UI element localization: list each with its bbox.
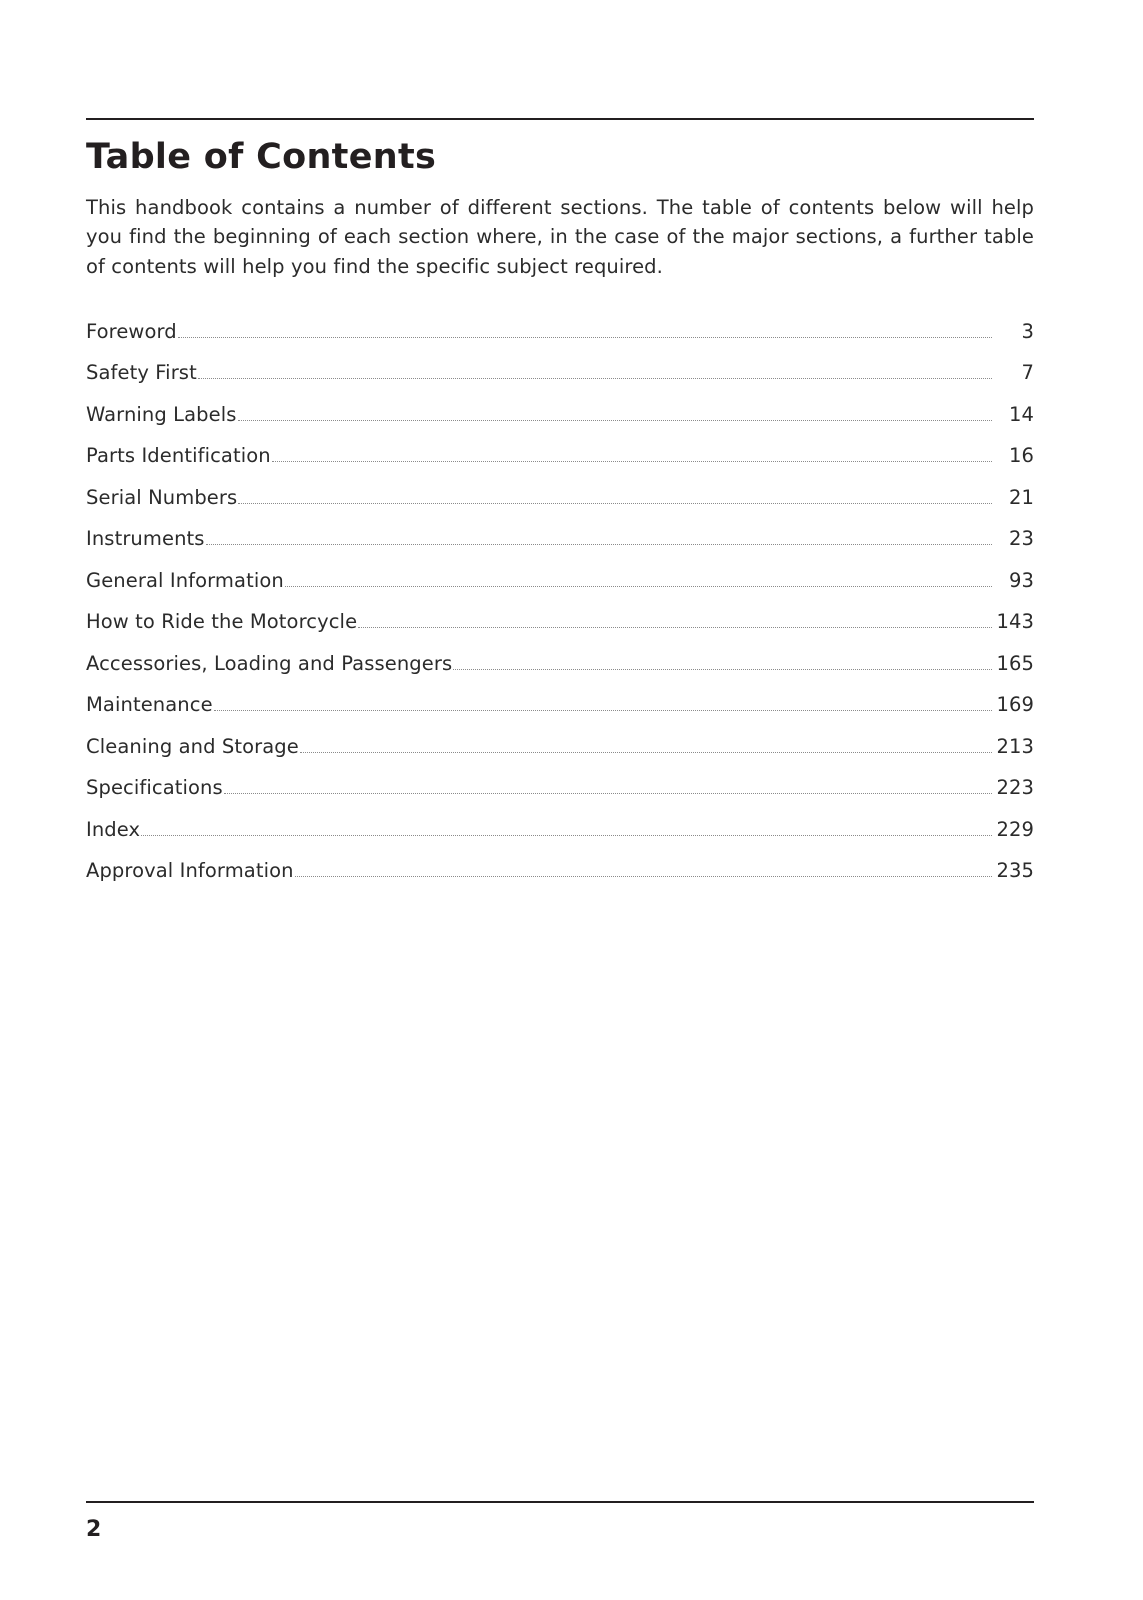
toc-entry-label: Specifications <box>86 776 223 800</box>
list-item[interactable] <box>86 529 1034 550</box>
toc-entry-page: 93 <box>1008 568 1034 592</box>
header-divider <box>86 118 1034 120</box>
list-item[interactable] <box>86 861 1034 882</box>
toc-leader-dots <box>295 875 992 877</box>
toc-entry-page: 213 <box>996 734 1034 758</box>
list-item[interactable] <box>86 485 1034 509</box>
toc-leader-dots <box>214 709 992 711</box>
toc-entry-page: 169 <box>996 693 1034 717</box>
toc-entry-page: 3 <box>1021 319 1034 343</box>
toc-entry-page: 7 <box>1021 361 1034 385</box>
list-item[interactable] <box>86 695 1034 716</box>
toc-entry-page: 16 <box>1008 444 1034 468</box>
toc-leader-dots <box>300 751 992 753</box>
page-number: 2 <box>86 1517 102 1542</box>
toc-entry-label: Instruments <box>86 527 205 551</box>
toc-entry-label: Foreword <box>86 319 177 343</box>
toc-entry-label: Approval Information <box>86 859 294 883</box>
toc-entry-page: 14 <box>1008 402 1034 426</box>
toc-entry-label: Warning Labels <box>86 402 237 426</box>
toc-entry-label: Maintenance <box>86 693 213 717</box>
page-title: Table of Contents <box>86 137 437 177</box>
toc-leader-dots <box>358 626 992 628</box>
list-item[interactable] <box>86 817 1034 841</box>
list-item[interactable] <box>86 568 1034 592</box>
toc-leader-dots <box>224 792 992 794</box>
toc-entry-label: Safety First <box>86 361 197 385</box>
toc-entry-page: 21 <box>1008 485 1034 509</box>
list-item[interactable] <box>86 446 1034 467</box>
toc-entry-label: General Information <box>86 568 284 592</box>
toc-entry-label: How to Ride the Motorcycle <box>86 610 358 634</box>
toc-entry-label: Serial Numbers <box>86 485 238 509</box>
toc-leader-dots <box>206 543 992 545</box>
list-item[interactable] <box>86 319 1034 343</box>
toc-leader-dots <box>141 834 992 836</box>
toc-entry-page: 223 <box>996 776 1034 800</box>
toc-entry-label: Parts Identification <box>86 444 271 468</box>
toc-leader-dots <box>453 668 992 670</box>
toc-entry-label: Index <box>86 817 141 841</box>
toc-entry-label: Cleaning and Storage <box>86 734 299 758</box>
toc-entry-page: 165 <box>996 651 1034 675</box>
list-item[interactable] <box>86 363 1034 384</box>
list-item[interactable] <box>86 402 1034 426</box>
toc-entry-page: 229 <box>996 817 1034 841</box>
toc-entry-page: 235 <box>996 859 1034 883</box>
footer-divider <box>86 1501 1034 1503</box>
list-item[interactable] <box>86 612 1034 633</box>
page-footer <box>86 1501 1034 1542</box>
toc-leader-dots <box>238 419 992 421</box>
list-item[interactable] <box>86 734 1034 758</box>
toc-entry-page: 23 <box>1008 527 1034 551</box>
toc-leader-dots <box>198 377 992 379</box>
toc-leader-dots <box>238 502 992 504</box>
list-item[interactable] <box>86 651 1034 675</box>
list-item[interactable] <box>86 778 1034 799</box>
intro-paragraph: This handbook contains a number of different sections. The table of contents below will help you find the beginning of each section where, in the case of the major sections, a further table of contents will help you find the specific subject required. <box>86 195 1034 279</box>
toc-leader-dots <box>178 336 992 338</box>
table-of-contents-list <box>86 319 1034 883</box>
toc-entry-page: 143 <box>996 610 1034 634</box>
toc-leader-dots <box>272 460 992 462</box>
toc-entry-label: Accessories, Loading and Passengers <box>86 651 453 675</box>
toc-leader-dots <box>285 585 992 587</box>
page-content <box>86 118 1034 903</box>
